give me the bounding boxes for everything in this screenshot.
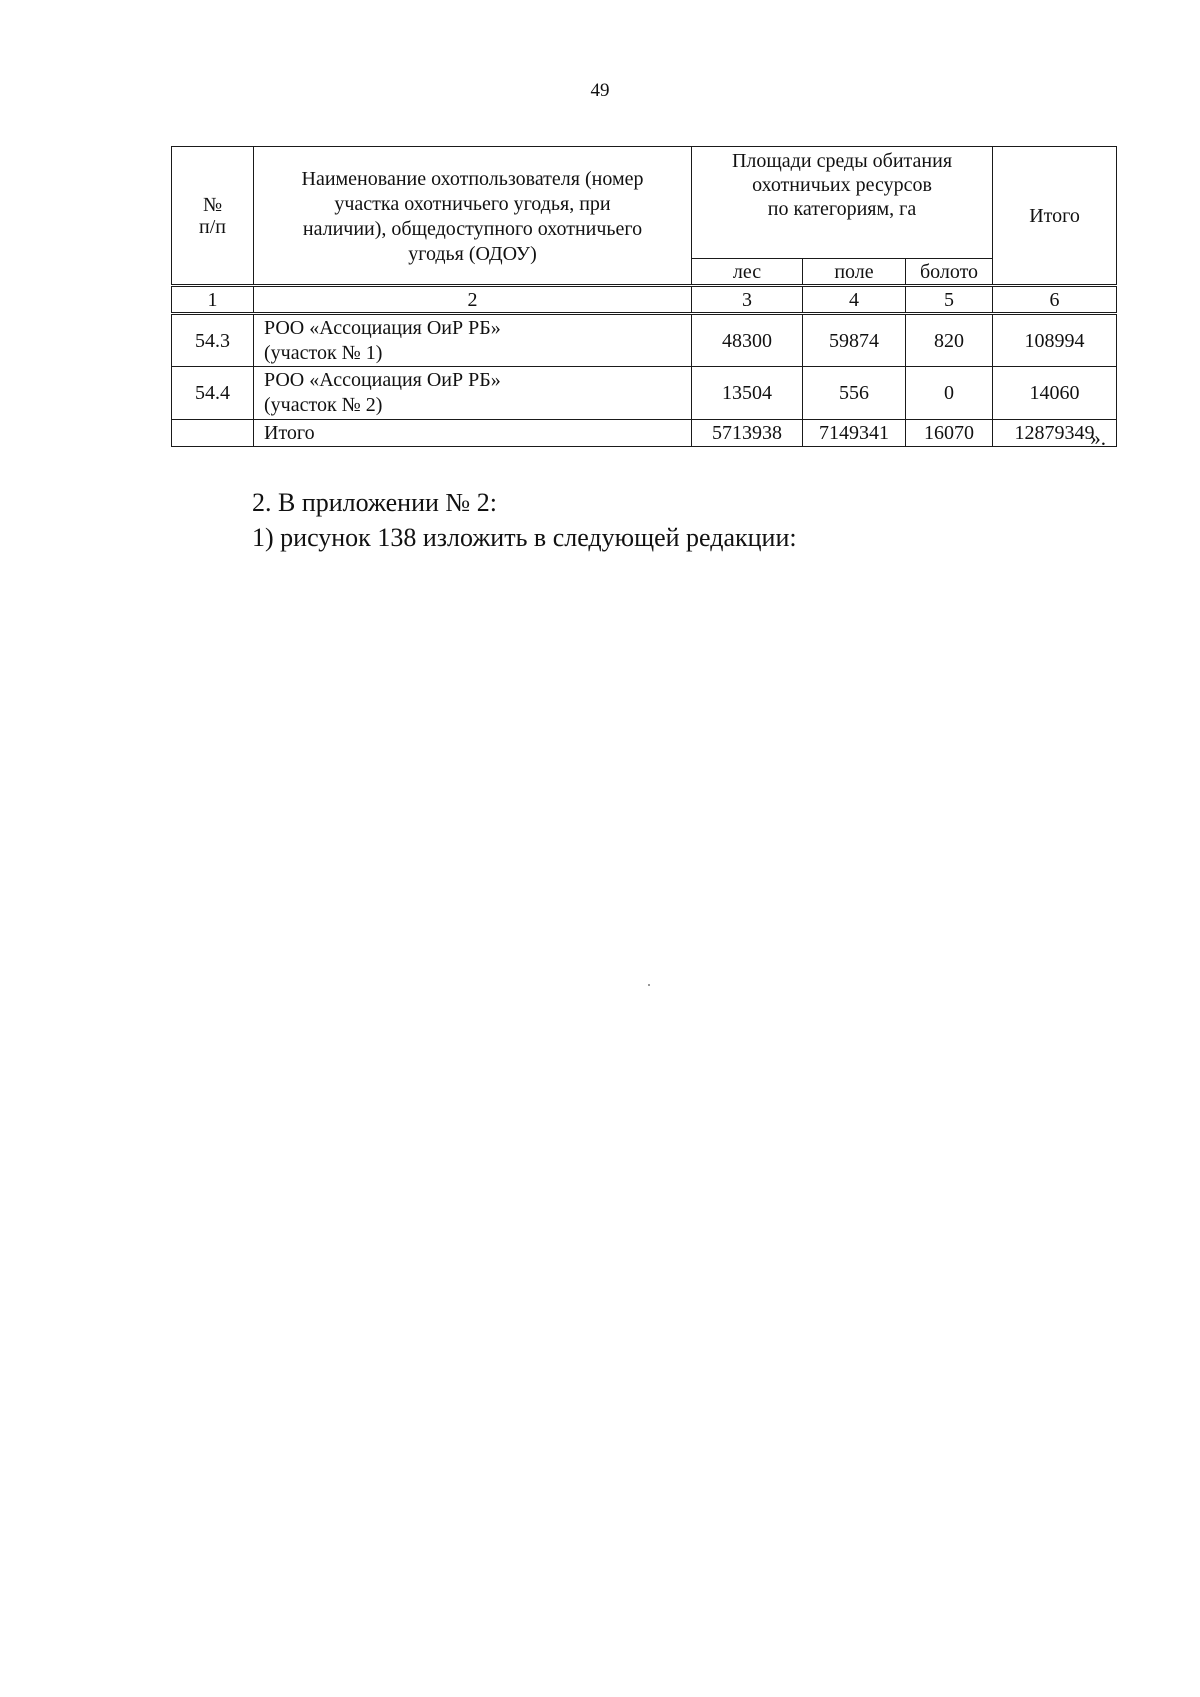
header-areas-cell	[692, 147, 993, 259]
hunting-areas-table	[171, 146, 1117, 447]
page-number: 49	[590, 80, 610, 101]
header-num-cell	[172, 147, 254, 286]
header-name-line: участка охотничьего угодья, при	[334, 193, 611, 215]
row-swamp-cell: 0	[906, 367, 993, 420]
numbering-cell: 1	[172, 286, 254, 314]
header-field-cell: поле	[803, 259, 906, 286]
row-name-cell	[254, 367, 692, 420]
table-header-row	[172, 147, 1117, 259]
numbering-cell: 4	[803, 286, 906, 314]
totals-label-cell: Итого	[254, 420, 692, 447]
paragraph-appendix: 2. В приложении № 2:	[252, 488, 497, 517]
header-name-line: наличии), общедоступного охотничьего	[302, 218, 643, 240]
row-name-cell	[254, 314, 692, 367]
header-areas-line: по категориям, га	[767, 198, 917, 220]
paragraph-figure-change: 1) рисунок 138 изложить в следующей редакции:	[252, 523, 797, 552]
row-forest-cell: 48300	[692, 314, 803, 367]
table-totals-row	[172, 420, 1117, 447]
header-areas-line: охотничьих ресурсов	[752, 174, 932, 196]
row-field-cell: 59874	[803, 314, 906, 367]
header-name-cell	[254, 147, 692, 286]
row-total-cell: 108994	[993, 314, 1117, 367]
row-name-line: (участок № 1)	[264, 341, 383, 364]
row-forest-cell: 13504	[692, 367, 803, 420]
row-num-cell: 54.3	[172, 314, 254, 367]
numbering-cell: 3	[692, 286, 803, 314]
numbering-cell: 2	[254, 286, 692, 314]
totals-total-cell: 12879349	[993, 420, 1117, 447]
row-swamp-cell: 820	[906, 314, 993, 367]
totals-empty-cell	[172, 420, 254, 447]
header-areas-line: Площади среды обитания	[731, 150, 953, 172]
table-row	[172, 314, 1117, 367]
totals-forest-cell: 5713938	[692, 420, 803, 447]
totals-field-cell: 7149341	[803, 420, 906, 447]
header-forest-cell: лес	[692, 259, 803, 286]
header-swamp-cell: болото	[906, 259, 993, 286]
row-name-line: РОО «Ассоциация ОиР РБ»	[264, 316, 501, 339]
row-total-cell: 14060	[993, 367, 1117, 420]
header-name-line: угодья (ОДОУ)	[408, 243, 537, 265]
header-name-line: Наименование охотпользователя (номер	[301, 168, 644, 190]
row-name-line: РОО «Ассоциация ОиР РБ»	[264, 369, 501, 391]
totals-swamp-cell: 16070	[906, 420, 993, 447]
row-field-cell: 556	[803, 367, 906, 420]
table-row	[172, 367, 1117, 420]
scan-speck	[648, 984, 650, 986]
numbering-cell: 5	[906, 286, 993, 314]
header-num-line: п/п	[199, 215, 226, 238]
header-total-cell: Итого	[993, 147, 1117, 286]
row-name-line: (участок № 2)	[264, 394, 383, 416]
closing-quote: ».	[1090, 426, 1106, 450]
numbering-cell: 6	[993, 286, 1117, 314]
header-num-line: №	[202, 193, 223, 216]
row-num-cell: 54.4	[172, 367, 254, 420]
table-numbering-row	[172, 286, 1117, 314]
